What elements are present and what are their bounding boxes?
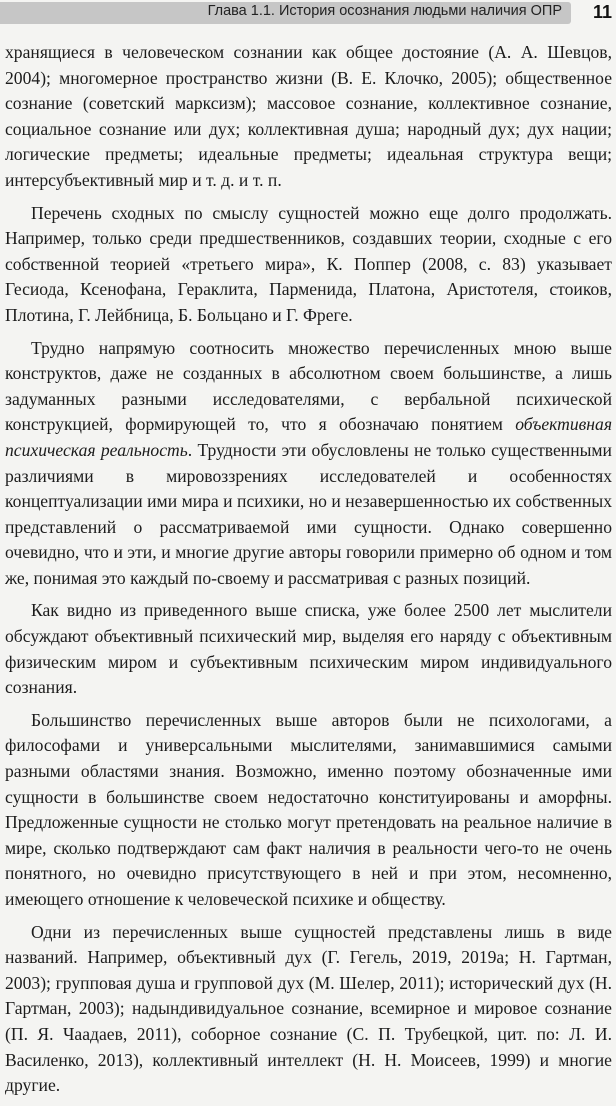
body-text <box>5 40 612 1106</box>
page-number: 11 <box>592 2 612 22</box>
paragraph-5: Большинство перечисленных выше авторов были не психологами, а философами и универсальными мыслителями, занимавшимися самыми разными областями знания. Возможно, именно поэтому обозначенные ими сущности в большинстве своем недостаточно конституированы и аморфны. Предложенные сущности не столько могут претендовать на реальное наличие в мире, сколько подтверждают сам факт наличия в реальности чего-то не очень понятного, но очевидно присутствующего в ней и при этом, несомненно, имеющего отношение к человеческой психике и обществу. <box>5 709 612 909</box>
term-emphasis: объективная психическая реальность <box>5 414 612 460</box>
paragraph-2: Перечень сходных по смыслу сущностей можно еще долго продолжать. Например, только среди предшественников, создавших теории, сходные с его собственной теорией «третьего мира», К. Поппер (2008, с. 83) указывает Гесиода, Ксенофана, Гераклита, Парменида, Платона, Аристотеля, стоиков, Плотина, Г. Лейбница, Б. Больцано и Г. Фреге. <box>5 202 612 325</box>
paragraph-4: Как видно из приведенного выше списка, уже более 2500 лет мыслители обсуждают объективный психический мир, выделяя его наряду с объективным физическим миром и субъективным психическим миром индивидуального сознания. <box>5 600 612 698</box>
paragraph-6: Одни из перечисленных выше сущностей представлены лишь в виде названий. Например, объективный дух (Г. Гегель, 2019, 2019а; Н. Гартман, 2003); групповая душа и групповой дух (М. Шелер, 2011); исторический дух (Н. Гартман, 2003); надындивидуальное сознание, всемирное и мировое сознание (П. Я. Чаадаев, 2011), соборное сознание (С. П. Трубецкой, цит. по: Л. И. Василенко, 2013), коллективный интеллект (Н. Н. Моисеев, 1999) и многие другие. <box>5 921 612 1096</box>
paragraph-3 <box>5 336 612 592</box>
paragraph-3-text-after: . Трудности эти обусловлены не только существенными различиями в мировоззрениях исследователей и особенностях концептуализации ими мира и психики, но и незавершенностью их собственных представлений о рассматриваемой ими сущности. Однако совершенно очевидно, что и эти, и многие другие авторы говорили примерно об одном и том же, понимая это каждый по-своему и рассматривая с разных позиций. <box>5 439 612 588</box>
chapter-title: Глава 1.1. История осознания людьми наличия ОПР <box>207 3 562 19</box>
running-header <box>0 0 616 26</box>
paragraph-3-text-before: Трудно напрямую соотносить множество перечисленных мною выше конструктов, даже не созданных в абсолютном своем большинстве, а лишь задуманных разными исследователями, с вербальной психической конструкцией, формирующей то, что я обозначаю понятием <box>5 337 612 435</box>
paragraph-1: хранящиеся в человеческом сознании как общее достояние (А. А. Шевцов, 2004); многомерное пространство жизни (В. Е. Клочко, 2005); общественное сознание (советский марксизм); массовое сознание, коллективное сознание, социальное сознание или дух; коллективная душа; народный дух; дух нации; логические предметы; идеальные предметы; идеальная структура вещи; интерсубъективный мир и т. д. и т. п. <box>5 42 612 190</box>
